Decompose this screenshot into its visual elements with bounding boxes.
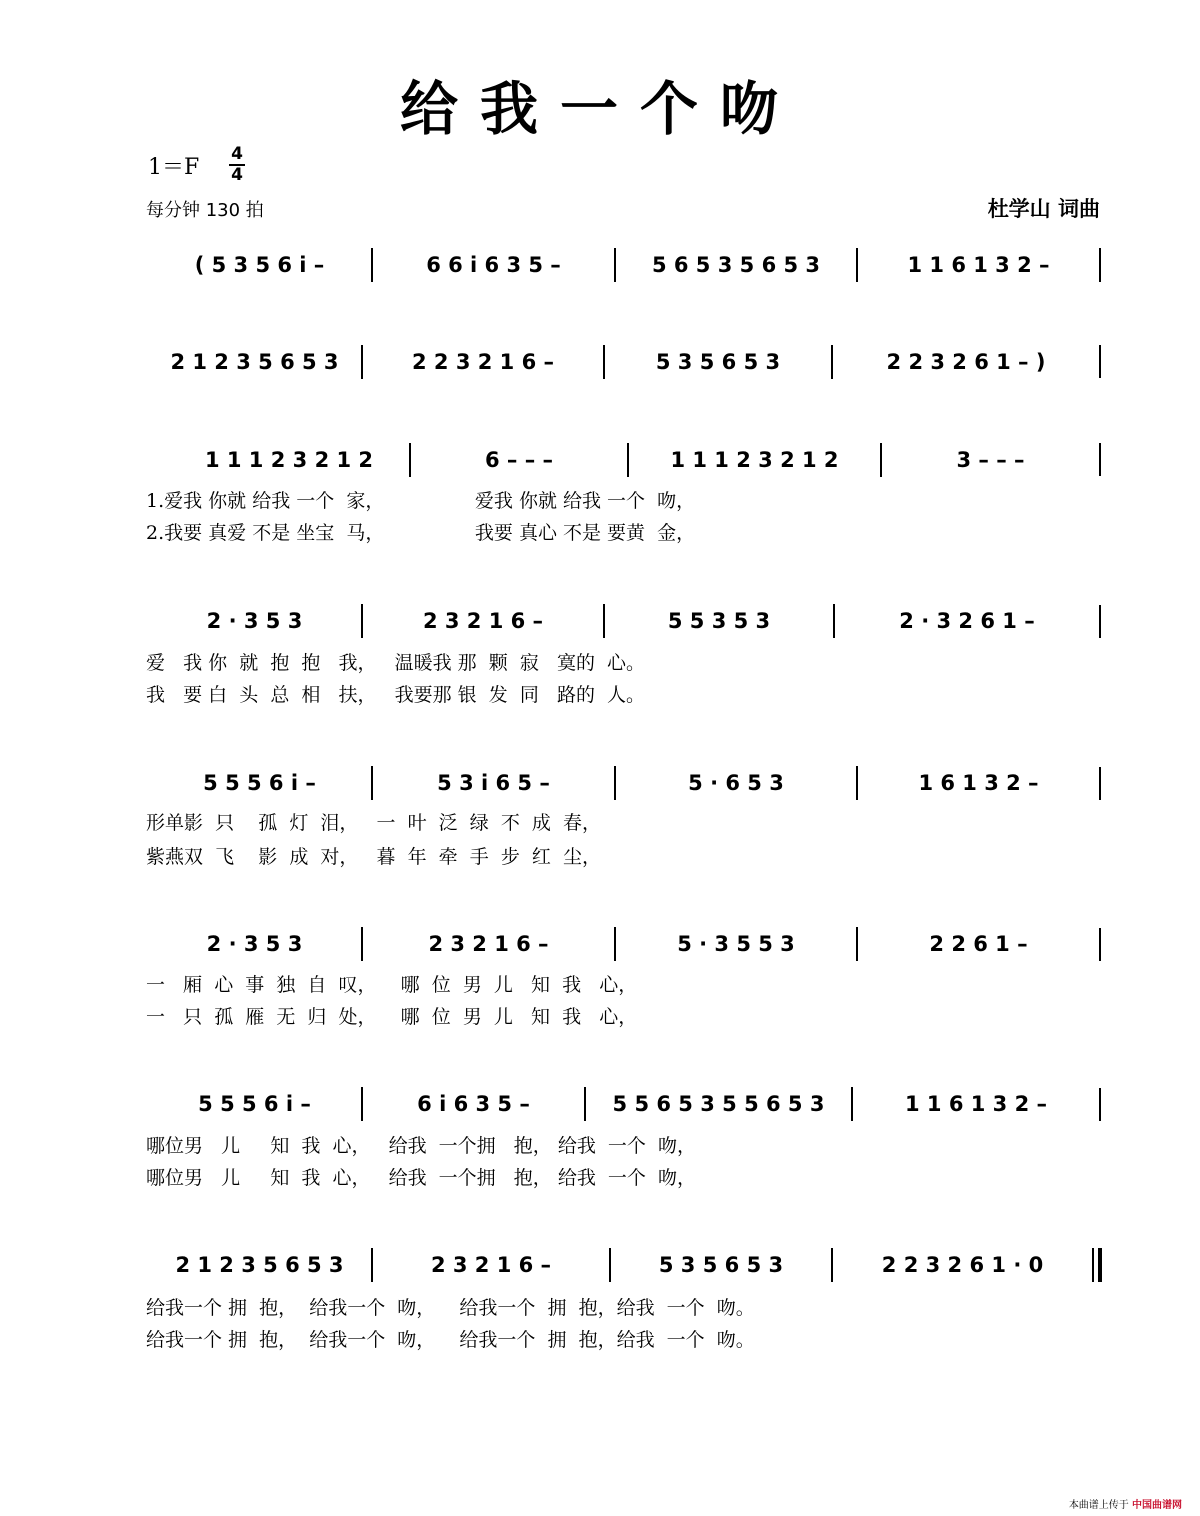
time-sig-top: 4 [231, 144, 243, 164]
site-logo[interactable]: 中国曲谱网 [1132, 1500, 1182, 1511]
measure-notes: 5 3 5 6 5 3 [655, 350, 781, 374]
measure-notes: 1 6 1 3 2 – [918, 771, 1039, 795]
lyric-line: 哪位男 儿 知 我 心， 给我 一个拥 抱， 给我 一个 吻， [146, 1167, 696, 1189]
measure-notes: 2 1 2 3 5 6 5 3 [170, 350, 339, 374]
lyric-line: 给我一个 拥 抱， 给我一个 吻， 给我一个 拥 抱，给我 一个 吻。 [146, 1297, 755, 1319]
measure-notes: 2 1 2 3 5 6 5 3 [175, 1253, 344, 1277]
lyric-line: 爱 我 你 就 抱 抱 我， 温暖我 那 颗 寂 寞的 心。 [146, 652, 646, 674]
lyric-line: 一 只 孤 雁 无 归 处， 哪 位 男 儿 知 我 心， [146, 1006, 638, 1028]
lyric-line: 紫燕双 飞 影 成 对， 暮 年 牵 手 步 红 尘， [146, 846, 601, 868]
measure-notes: 5 5 5 6 i – [203, 771, 316, 795]
measure-notes: 2 2 3 2 6 1 · 0 [881, 1253, 1044, 1277]
song-title: 给我一个吻 [399, 75, 800, 143]
measure-notes: 2 3 2 1 6 – [422, 609, 544, 633]
lyric-line: 给我一个 拥 抱， 给我一个 吻， 给我一个 拥 抱，给我 一个 吻。 [146, 1329, 755, 1351]
composer-credit: 杜学山 词曲 [987, 197, 1100, 221]
measure-notes: 2 3 2 1 6 – [428, 932, 549, 956]
time-sig-bottom: 4 [231, 165, 243, 185]
key-signature: 1＝F [148, 155, 200, 180]
measure-notes: 5 · 6 5 3 [688, 771, 784, 795]
measure-notes: 2 · 3 2 6 1 – [899, 609, 1035, 633]
measure-notes: 2 3 2 1 6 – [430, 1253, 552, 1277]
footer-credit [1069, 1496, 1182, 1511]
measure-notes: 2 2 3 2 1 6 – [411, 350, 555, 374]
measure-notes: 5 6 5 3 5 6 5 3 [651, 253, 821, 277]
footer-prefix: 本曲谱上传于 [1068, 1500, 1129, 1511]
measure-notes: 6 i 6 3 5 – [417, 1092, 530, 1116]
measure-notes: 2 2 3 2 6 1 – ) [886, 350, 1046, 374]
lyric-line: 一 厢 心 事 独 自 叹， 哪 位 男 儿 知 我 心， [146, 974, 638, 996]
measure-notes: 2 · 3 5 3 [206, 932, 303, 956]
measure-notes: 1 1 1 2 3 2 1 2 [204, 448, 374, 472]
measure-notes: 5 · 3 5 5 3 [677, 932, 795, 956]
measure-notes: 1 1 6 1 3 2 – [904, 1092, 1048, 1116]
measure-notes: 1 1 6 1 3 2 – [907, 253, 1050, 277]
lyric-line: 哪位男 儿 知 我 心， 给我 一个拥 抱， 给我 一个 吻， [146, 1135, 696, 1157]
measure-notes: 5 5 6 5 3 5 5 6 5 3 [612, 1092, 825, 1116]
measure-notes: 6 – – – [484, 448, 554, 472]
measure-notes: 2 2 6 1 – [929, 932, 1028, 956]
measure-notes: 3 – – – [956, 448, 1025, 472]
measure-notes: ( 5 3 5 6 i – [194, 253, 325, 277]
lyric-line: 2.我要 真爱 不是 坐宝 马， 我要 真心 不是 要黄 金， [146, 522, 696, 544]
lyric-line: 1.爱我 你就 给我 一个 家， 爱我 你就 给我 一个 吻， [146, 490, 696, 512]
measure-notes: 6 6 i 6 3 5 – [426, 253, 561, 277]
measure-notes: 5 3 5 6 5 3 [658, 1253, 784, 1277]
measure-notes: 1 1 1 2 3 2 1 2 [670, 448, 839, 472]
lyric-line: 形单影 只 孤 灯 泪， 一 叶 泛 绿 不 成 春， [146, 812, 601, 834]
measure-notes: 5 3 i 6 5 – [437, 771, 550, 795]
tempo-marking: 每分钟 130 拍 [146, 200, 264, 221]
measure-notes: 5 5 5 6 i – [198, 1092, 311, 1116]
lyric-line: 我 要 白 头 总 相 扶， 我要那 银 发 同 路的 人。 [146, 684, 646, 706]
measure-notes: 2 · 3 5 3 [206, 609, 303, 633]
measure-notes: 5 5 3 5 3 [667, 609, 771, 633]
